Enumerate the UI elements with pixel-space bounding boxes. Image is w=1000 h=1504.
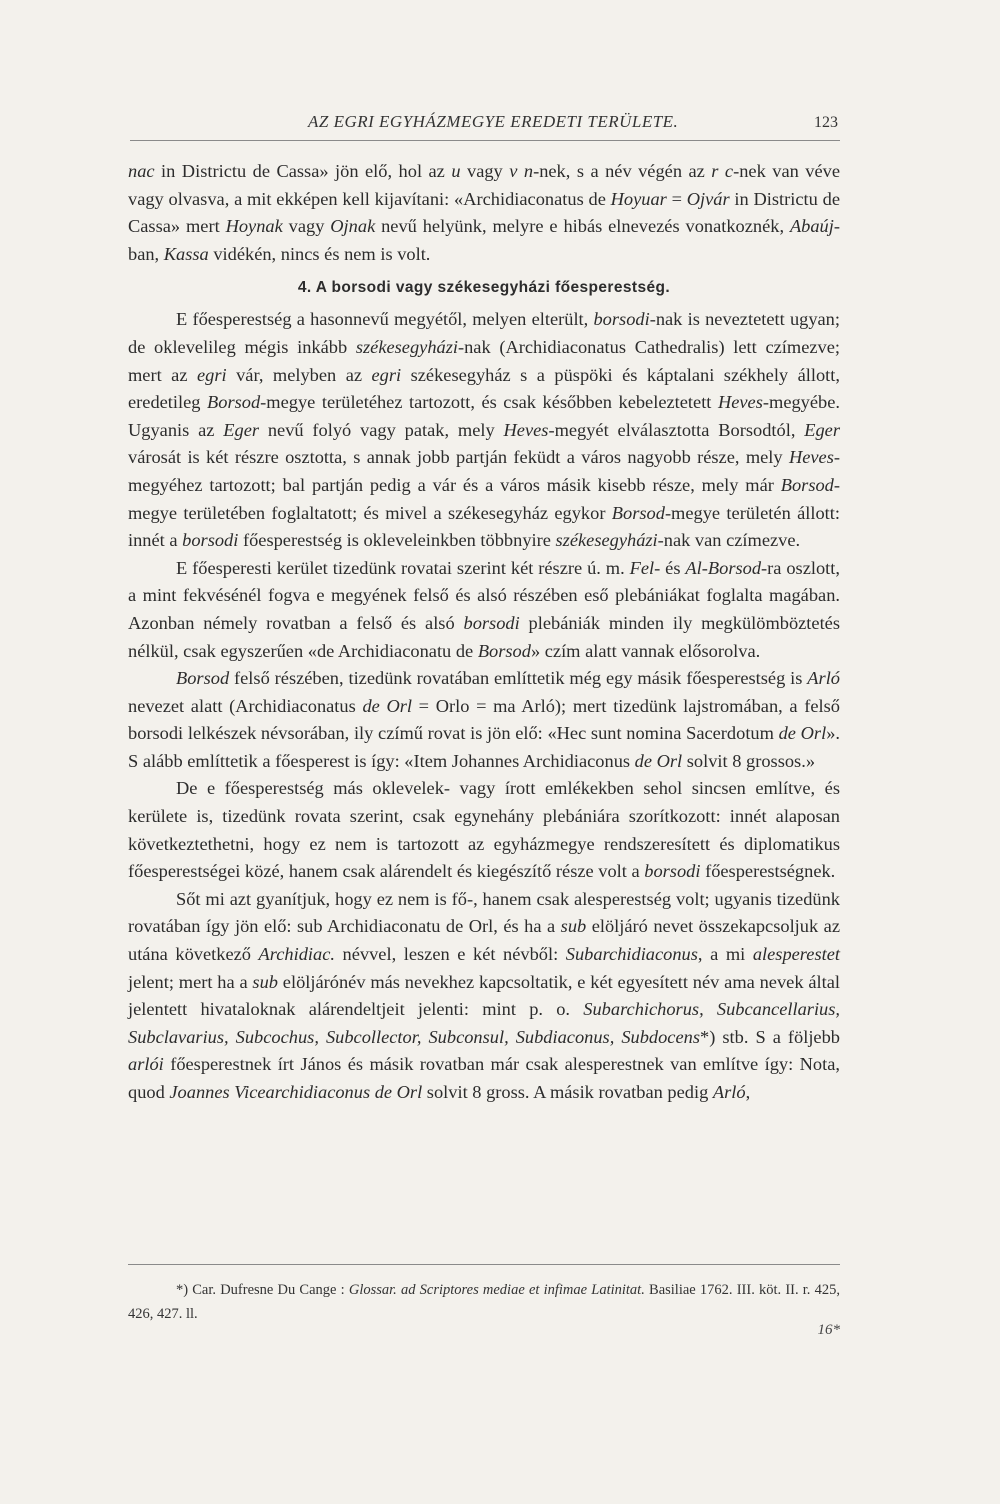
italic-run: arlói xyxy=(128,1054,164,1075)
italic-run: Al-Borsod xyxy=(685,557,762,578)
italic-run: v n xyxy=(509,161,534,181)
text-run: elöljáró nevet összekapcsoljuk az utána következő xyxy=(128,916,840,965)
italic-run: r c xyxy=(711,161,734,181)
text-run: = xyxy=(666,188,687,209)
text-run: -megyébe. Ugyanis az xyxy=(128,392,840,440)
footnote-text xyxy=(128,1278,840,1326)
text-run: nevezet alatt (Archidiaconatus xyxy=(128,695,363,716)
text-run: -megye területéhez tartozott, és csak későbben kebeleztetett xyxy=(260,392,718,413)
text-run: vagy xyxy=(460,161,510,181)
section-heading: 4. A borsodi vagy székesegyházi főesperestség. xyxy=(297,279,671,297)
text-run: -ban, xyxy=(128,216,840,264)
text-run: -nek van véve vagy olvasva, a mit ekképen kell kijavítani: «Archidiaconatus de xyxy=(128,161,840,209)
text-run: vár, melyben az xyxy=(226,364,372,385)
italic-run: alesperestet xyxy=(752,944,840,965)
text-run: vagy xyxy=(282,216,331,237)
italic-run: u xyxy=(451,161,461,181)
paragraph xyxy=(128,886,840,1107)
text-run: -nak is neveztetett ugyan; de oklevelileg mégis inkább xyxy=(128,309,840,357)
italic-run: Borsod xyxy=(780,474,834,495)
italic-run: sub xyxy=(252,971,278,992)
text-run: -megyét elválasztotta Borsodtól, xyxy=(548,419,805,440)
text-run: Sőt mi azt gyanítjuk, hogy ez nem is fő-, hanem csak alesperestség volt; ugyanis tizedünk rovatában így jön elő: sub Archidiaconatu de Orl, és ha a xyxy=(128,888,840,937)
italic-run: Borsod xyxy=(207,392,261,413)
text-run: *) Car. Dufresne Du Cange : xyxy=(176,1282,349,1298)
italic-run: Joannes Vicearchidiaconus de Orl xyxy=(169,1082,423,1102)
footnote-divider xyxy=(128,1264,840,1265)
italic-run: Glossar. ad Scriptores mediae et infimae Latinitat. xyxy=(348,1282,645,1298)
text-run: E főesperesti kerület tizedünk rovatai szerint két részre ú. m. xyxy=(176,557,630,578)
text-run: városát is két részre osztotta, s annak jobb partján feküdt a város nagyobb része, mely xyxy=(128,447,789,468)
text-run: -megyéhez tartozott; bal partján pedig a vár és a város másik kisebb része, mely már xyxy=(128,447,840,495)
text-run: jelent; mert ha a xyxy=(128,971,253,992)
italic-run: sub xyxy=(560,916,587,937)
text-run: in Districtu de Cassa» jön elő, hol az xyxy=(154,161,452,181)
italic-run: borsodi xyxy=(644,861,701,882)
text-run: ». S alább említtetik a főesperest is így: «Item Johannes Archidiaconus xyxy=(128,723,840,771)
italic-run: Eger xyxy=(223,419,260,440)
italic-run: Borsod xyxy=(611,502,665,523)
text-run: -ra oszlott, a mint fekvésénél fogva e megyének felső és alsó részében eső plebániákat foglalta magában. Azonban némely rovatban a felső és alsó xyxy=(128,557,840,633)
text-run: plebániák minden ily megkülömböztetés nélkül, csak egyszerűen «de Archidiaconatu de xyxy=(128,612,841,661)
italic-run: Arló xyxy=(712,1082,746,1102)
italic-run: Heves xyxy=(503,419,549,440)
italic-run: egri xyxy=(196,364,227,385)
paragraph xyxy=(128,665,840,775)
signature-mark: 16* xyxy=(817,1322,840,1338)
text-run: , xyxy=(745,1082,751,1102)
italic-run: Arló xyxy=(807,668,840,689)
italic-run: Subarchidiaconus xyxy=(565,944,698,965)
paragraph xyxy=(128,158,840,268)
text-run: nevű folyó vagy patak, mely xyxy=(259,419,504,440)
text-run: solvit 8 gross. A másik rovatban pedig xyxy=(422,1082,713,1102)
italic-run: egri xyxy=(371,364,402,385)
italic-run: de Orl xyxy=(634,750,683,771)
text-run: -nak (Archidiaconatus Cathedralis) lett czímezve; mert az xyxy=(128,336,840,385)
italic-run: Hoyuar xyxy=(610,188,667,209)
italic-run: de Orl xyxy=(778,723,827,744)
italic-run: székesegyházi xyxy=(355,336,458,357)
page-header xyxy=(130,112,840,141)
italic-run: borsodi xyxy=(182,530,239,551)
italic-run: Archidiac. xyxy=(258,944,335,965)
text-run: névvel, leszen e két névből: xyxy=(334,944,566,965)
body-text xyxy=(128,158,840,1107)
italic-run: Kassa xyxy=(163,243,209,264)
text-run: -megye területén állott: innét a xyxy=(128,502,841,551)
text-run: in Districtu de Cassa» mert xyxy=(128,188,840,237)
text-run: és xyxy=(660,557,686,578)
text-run: főesperestnek írt János és másik rovatban már csak alesperestnek van említve így: Nota, quod xyxy=(128,1054,840,1102)
italic-run: Heves xyxy=(717,392,763,413)
text-run: nevű helyünk, melyre e hibás elnevezés vonatkoznék, xyxy=(375,216,790,237)
italic-run: székesegyházi xyxy=(555,530,658,551)
italic-run: Hoynak xyxy=(225,216,283,237)
text-run: E főesperestség a hasonnevű megyétől, melyen elterült, xyxy=(176,309,594,330)
text-run: *) stb. S a följebb xyxy=(700,1026,840,1047)
text-run: székesegyház s a püspöki és káptalani székhely állott, eredetileg xyxy=(128,364,840,413)
text-run: » czím alatt vannak elősorolva. xyxy=(530,640,761,661)
text-run: -megye területében foglaltatott; és mivel a székesegyház egykor xyxy=(128,474,840,523)
text-run: solvit 8 grossos.» xyxy=(682,750,816,771)
text-run: főesperestség is okleveleinkben többnyire xyxy=(238,530,556,551)
italic-run: Ojvár xyxy=(686,188,730,209)
italic-run: borsodi xyxy=(593,309,650,330)
italic-run: Heves xyxy=(788,447,834,468)
italic-run: borsodi xyxy=(463,612,520,633)
text-run: -nek, s a név végén az xyxy=(533,161,712,181)
paragraph xyxy=(128,555,840,665)
paragraph xyxy=(128,775,840,885)
page-number: 123 xyxy=(814,114,838,131)
text-run: De e főesperestség más oklevelek- vagy írott emlékekben sehol sincsen említve, és kerülete is, tizedünk rovata szerint, csak egynehány plebániára szorítkozott: innét alaposan következtethetni, hogy ez nem is tartozott az egyházmegye rendszeresített és diplomatikus főesperestségei közé, hanem csak alárendelt és kiegészítő része volt a xyxy=(128,778,840,882)
text-run: , a mi xyxy=(697,944,753,965)
running-title: AZ EGRI EGYHÁZMEGYE EREDETI TERÜLETE. xyxy=(308,112,679,131)
italic-run: Ojnak xyxy=(330,216,376,237)
text-run: = Orlo = ma Arló); mert tizedünk lajstromában, a felső borsodi lelkészek névsorában, ily czímű rovat is jön elő: «Hec sunt nomina Sacerdotum xyxy=(128,695,840,744)
italic-run: Fel- xyxy=(629,557,661,578)
italic-run: Eger xyxy=(804,419,840,440)
text-run: vidékén, nincs és nem is volt. xyxy=(208,243,431,264)
italic-run: Abaúj xyxy=(789,216,834,237)
text-run: elöljárónév más nevekhez kapcsoltatik, e két egyesített név ama nevek által jelentett hivataloknak alárendeltjeit jelenti: mint p. o. xyxy=(128,971,840,1020)
paragraph xyxy=(128,306,840,554)
italic-run: de Orl xyxy=(362,695,413,716)
italic-run: nac xyxy=(128,161,155,181)
footnote xyxy=(128,1278,840,1326)
text-run: főesperestségnek. xyxy=(700,861,836,882)
italic-run: Borsod xyxy=(176,668,230,689)
italic-run: Borsod xyxy=(477,640,531,661)
text-run: Basiliae 1762. III. köt. II. r. 425, 426, 427. ll. xyxy=(128,1282,840,1322)
italic-run: Subarchichorus, Subcancellarius, Subclavarius, Subcochus, Subcollector, Subconsul, Subdiaconus, Subdocens xyxy=(128,999,841,1047)
text-run: -nak van czímezve. xyxy=(657,530,801,551)
text-run: felső részében, tizedünk rovatában említtetik még egy másik főesperestség is xyxy=(229,668,808,689)
